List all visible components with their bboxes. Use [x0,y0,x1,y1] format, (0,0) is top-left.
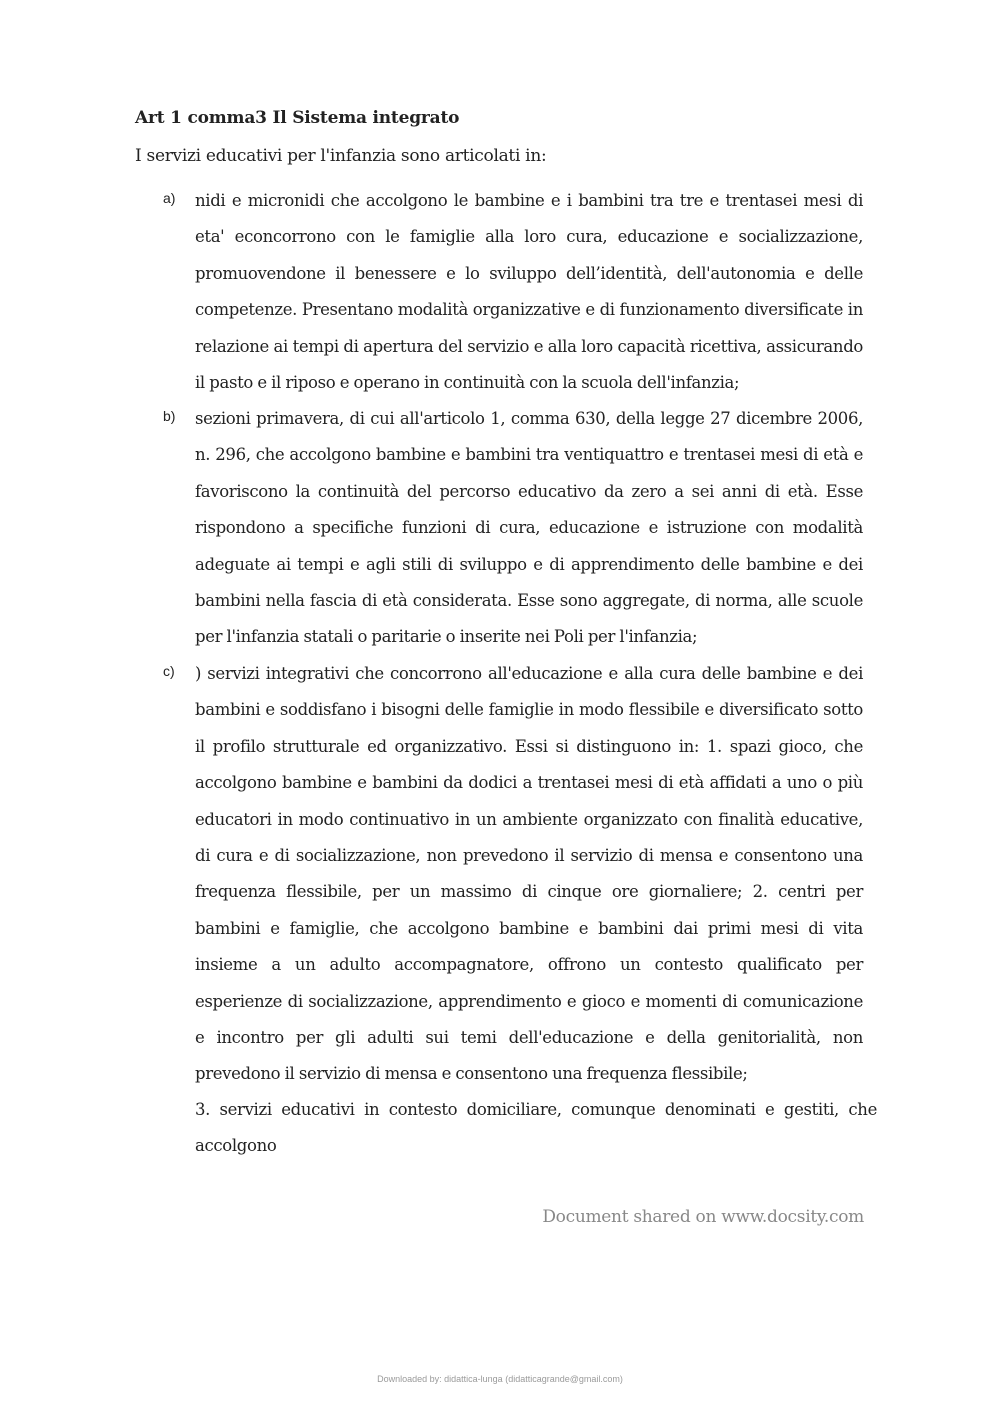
list-item-text: sezioni primavera, di cui all'articolo 1, comma 630, della legge 27 dicembre 2006, n. 296, che accolgono bambine e bambini tra ventiquattro e trentasei mesi di età e favoriscono la continuità del percorso educativo da zero a sei anni di età. Esse rispondono a specifiche funzioni di cura, educazione e istruzione con modalità adeguate ai tempi e agli stili di sviluppo e di apprendimento delle bambine e dei bambini nella fascia di età considerata. Esse sono aggregate, di norma, alle scuole per l'infanzia statali o paritarie o inserite nei Poli per l'infanzia; [195,409,863,647]
list-item [0,656,1000,1092]
extra-paragraph: 3. servizi educativi in contesto domiciliare, comunque denominati e gestiti, che accolgono [195,1100,877,1156]
list-marker: c) [163,663,175,679]
list-item-text: nidi e micronidi che accolgono le bambine e i bambini tra tre e trentasei mesi di eta' econcorrono con le famiglie alla loro cura, educazione e socializzazione, promuovendone il benessere e lo sviluppo dell’identità, dell'autonomia e delle competenze. Presentano modalità organizzative e di funzionamento diversificate in relazione ai tempi di apertura del servizio e alla loro capacità ricettiva, assicurando il pasto e il riposo e operano in continuità con la scuola dell'infanzia; [195,191,863,393]
list-item [0,183,1000,401]
list-marker: b) [163,408,176,424]
services-list [0,183,1000,1165]
list-item [0,401,1000,656]
list-item-text: ) servizi integrativi che concorrono all'educazione e alla cura delle bambine e dei bambini e soddisfano i bisogni delle famiglie in modo flessibile e diversificato sotto il profilo strutturale ed organizzativo. Essi si distinguono in: 1. spazi gioco, che accolgono bambine e bambini da dodici a trentasei mesi di età affidati a uno o più educatori in modo continuativo in un ambiente organizzato con finalità educative, di cura e di socializzazione, non prevedono il servizio di mensa e consentono una frequenza flessibile, per un massimo di cinque ore giornaliere; 2. centri per bambini e famiglie, che accolgono bambine e bambini dai primi mesi di vita insieme a un adulto accompagnatore, offrono un contesto qualificato per esperienze di socializzazione, apprendimento e gioco e momenti di comunicazione e incontro per gli adulti sui temi dell'educazione e della genitorialità, non prevedono il servizio di mensa e consentono una frequenza flessibile; [195,664,863,1084]
section-heading: Art 1 comma3 Il Sistema integrato [135,108,460,128]
list-marker: a) [163,190,176,206]
shared-note: Document shared on www.docsity.com [542,1207,864,1227]
intro-text: I servizi educativi per l'infanzia sono articolati in: [135,146,547,166]
download-note: Downloaded by: didattica-lunga (didatticagrande@gmail.com) [377,1374,623,1384]
